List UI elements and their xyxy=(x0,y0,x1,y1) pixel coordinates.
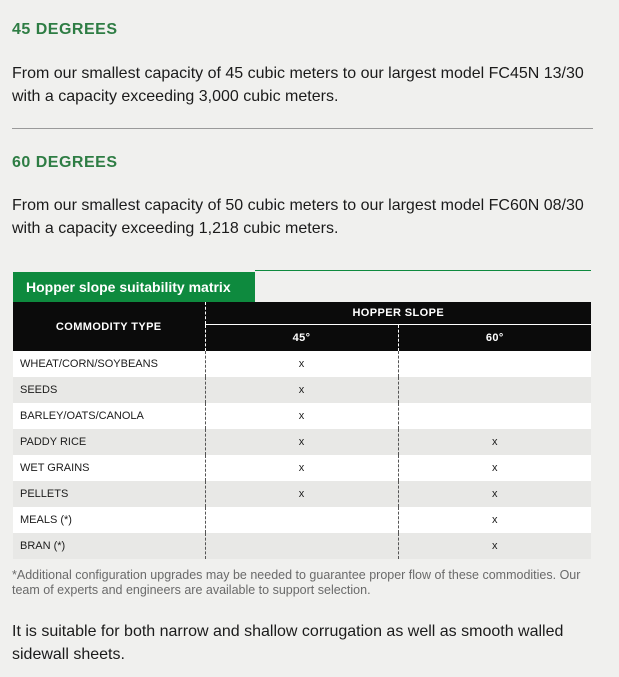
slope-60-cell: x xyxy=(398,429,591,455)
header-hopper-slope: HOPPER SLOPE xyxy=(205,302,591,325)
slope-60-cell: x xyxy=(398,455,591,481)
slope-45-cell: x xyxy=(205,455,398,481)
slope-60-cell: x xyxy=(398,533,591,559)
slope-45-cell: x xyxy=(205,481,398,507)
closing-text: It is suitable for both narrow and shallow corrugation as well as smooth walled sidewall sheets. xyxy=(12,623,564,663)
slope-60-cell xyxy=(398,377,591,403)
slope-45-cell xyxy=(205,507,398,533)
table-row xyxy=(13,351,591,377)
slope-60-cell xyxy=(398,403,591,429)
commodity-cell: PADDY RICE xyxy=(13,429,205,455)
table-row xyxy=(13,455,591,481)
slope-60-cell xyxy=(398,351,591,377)
commodity-cell: WHEAT/CORN/SOYBEANS xyxy=(13,351,205,377)
slope-45-cell: x xyxy=(205,403,398,429)
header-45-degrees: 45° xyxy=(205,325,398,352)
slope-45-cell: x xyxy=(205,429,398,455)
commodity-cell: WET GRAINS xyxy=(13,455,205,481)
slope-45-cell: x xyxy=(205,351,398,377)
slope-60-cell: x xyxy=(398,481,591,507)
table-row xyxy=(13,481,591,507)
slope-45-cell xyxy=(205,533,398,559)
section-45-title: 45 DEGREES xyxy=(12,21,118,38)
footnote: *Additional configuration upgrades may be needed to guarantee proper flow of these commodities. Our team of experts and engineers are available to support selection. xyxy=(12,568,581,597)
table-row xyxy=(13,429,591,455)
table-row xyxy=(13,533,591,559)
section-45-text: From our smallest capacity of 45 cubic meters to our largest model FC45N 13/30 with a capacity exceeding 3,000 cubic meters. xyxy=(12,65,584,105)
suitability-table xyxy=(13,302,591,559)
commodity-cell: BARLEY/OATS/CANOLA xyxy=(13,403,205,429)
matrix-title-rule xyxy=(255,270,591,271)
section-60-text: From our smallest capacity of 50 cubic meters to our largest model FC60N 08/30 with a capacity exceeding 1,218 cubic meters. xyxy=(12,197,584,237)
matrix-title: Hopper slope suitability matrix xyxy=(13,272,255,302)
header-60-degrees: 60° xyxy=(398,325,591,352)
table-row xyxy=(13,507,591,533)
section-60-title: 60 DEGREES xyxy=(12,154,118,171)
commodity-cell: PELLETS xyxy=(13,481,205,507)
commodity-cell: SEEDS xyxy=(13,377,205,403)
slope-45-cell: x xyxy=(205,377,398,403)
commodity-cell: MEALS (*) xyxy=(13,507,205,533)
table-row xyxy=(13,403,591,429)
commodity-cell: BRAN (*) xyxy=(13,533,205,559)
slope-60-cell: x xyxy=(398,507,591,533)
header-commodity-type: COMMODITY TYPE xyxy=(13,302,205,351)
divider xyxy=(12,128,593,129)
table-row xyxy=(13,377,591,403)
